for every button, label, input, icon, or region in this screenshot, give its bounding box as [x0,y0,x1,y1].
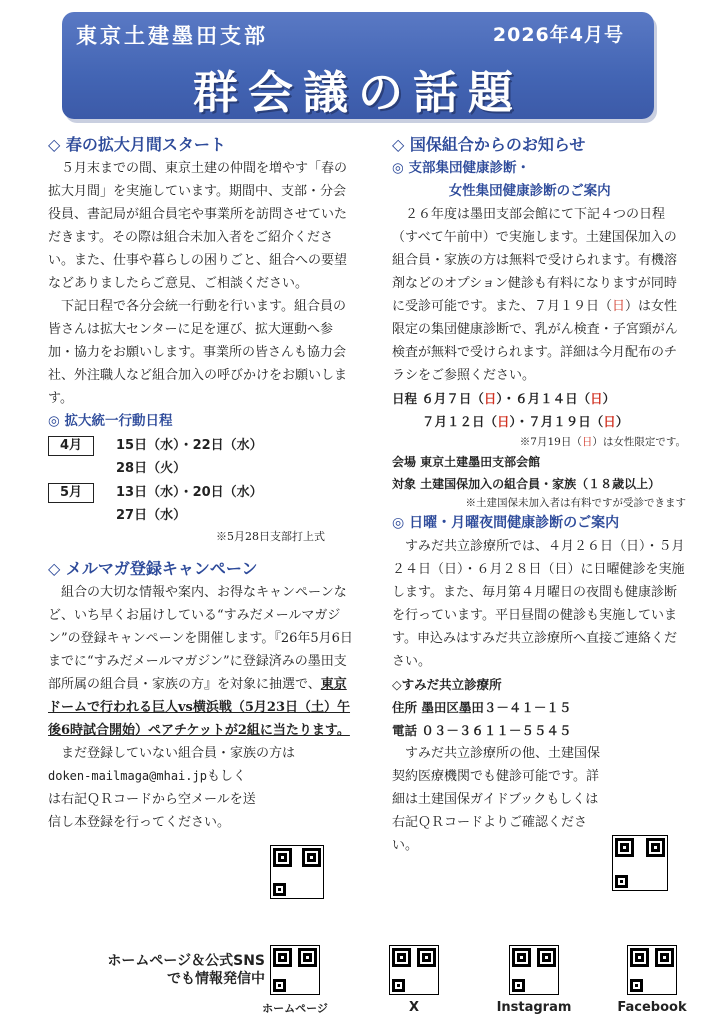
sns-note: ホームページ＆公式SNS でも情報発信中 [107,953,265,987]
issue-date: 2026年4月号 [492,24,624,46]
right-column [392,133,686,857]
paragraph: ２６年度は墨田支部会館にて下記４つの日程（すべて午前中）で実施します。土建国保加入の組合員・家族の方は無料で受けられます。有機溶剤などのオプション健診も有料になりますが同時に受診可能です。また、７月１９日（日）は女性限定の集団健康診断で、乳がん検査・子宮頸がん検査が無料で受けられます。詳細は今月配布のチラシをご参照ください。 [392,207,678,383]
x-link[interactable] [364,945,464,1015]
month-label-april: 4月 [48,436,94,456]
x-qr-code[interactable] [389,945,439,995]
paragraph: 組合の大切な情報や案内、お得なキャンペーンなど、いち早くお届けしている“すみだメールマガジン”の登録キャンペーンを開催します。『26年5月6日までに“すみだメールマガジン”に登録済みの墨田支部所属の組合員・家族の方』を対象に抽選で、東京ドームで行われる巨人vs横浜戦（5月23日（土）午後6時試合開始）ペアチケットが2組に当たります。 [48,585,353,738]
homepage-link[interactable] [245,945,345,1016]
facebook-qr-code[interactable] [627,945,677,995]
paragraph: ５月末までの間、東京土建の仲間を増やす「春の拡大月間」を実施しています。期間中、支部・分会役員、書記局が組合員宅や事業所を訪問させていただきます。その際は組合未加入者をご紹介ください。また、仕事や暮らしの困りごと、組合への要望などありましたらご意見、ご相談ください。 [48,161,348,291]
paragraph: 下記日程で各分会統一行動を行います。組合員の皆さんは拡大センターに足を運び、拡大運動へ参加・協力をお願いします。事業所の皆さんも協力会社、外注職人など組合加入の呼びかけをお願いします。 [48,299,348,406]
homepage-qr-code[interactable] [270,945,320,995]
footer-sns [0,940,725,1024]
prize-highlight: 東京ドームで行われる巨人vs横浜戦（5月23日（土）午後6時試合開始）ペアチケットが2組に当たります。 [48,677,351,738]
facebook-label: Facebook [617,1000,687,1015]
facebook-link[interactable] [602,945,702,1015]
paragraph: すみだ共立診療所の他、土建国保契約医療機関でも健診可能です。詳細は土建国保ガイドブックもしくは右記ＱＲコードよりご確認ください。 [392,746,601,853]
instagram-label: Instagram [496,1000,572,1015]
subheading-schedule: ◎ 拡大統一行動日程 [48,413,173,429]
newsletter-title: 群会議の話題 [192,66,523,119]
clinic-address: 住所 墨田区墨田３－４１－１５ [392,700,572,715]
checkup-dates: 日程 ６月７日（日）・６月１４日（日） [392,391,616,406]
subheading-checkup-2: 女性集団健康診断のご案内 [448,183,611,199]
email-address[interactable]: doken-mailmaga@mhai.jp [48,769,207,783]
section-heading-mailmag: ◇ メルマガ登録キャンペーン [48,559,258,578]
venue: 会場 東京土建墨田支部会館 [392,455,541,469]
checkup-dates: ７月１２日（日）・７月１９日（日） [422,414,629,429]
paragraph: すみだ共立診療所では、４月２６日（日）・５月２４日（日）・６月２８日（日）に日曜健診を実施します。また、毎月第４月曜日の夜間も健康診断を行っています。平日昼間の健診も実施しています。申込みはすみだ共立診療所へ直接ご連絡ください。 [392,539,685,669]
guidebook-qr-code[interactable] [612,835,668,891]
schedule-april [48,434,353,480]
instagram-link[interactable] [484,945,584,1015]
masthead-banner [62,12,654,119]
target: 対象 土建国保加入の組合員・家族（１８歳以上） [392,477,661,491]
section-heading-spring-campaign: ◇ 春の拡大月間スタート [48,135,226,154]
schedule-dates: 27日（水） [116,508,187,523]
x-label: X [408,1000,420,1015]
schedule-dates: 13日（水）・20日（水） [116,485,263,500]
paragraph-email: doken-mailmaga@mhai.jpもしくは右記ＱＲコードから空メールを送信し本登録を行ってください。 [48,769,256,830]
branch-name: 東京土建墨田支部 [76,24,268,48]
schedule-may [48,481,353,527]
homepage-label: ホームページ [262,1002,328,1015]
instagram-qr-code[interactable] [509,945,559,995]
schedule-dates: 15日（水）・22日（水） [116,438,263,453]
mailmag-qr-code[interactable] [270,845,324,899]
paragraph: まだ登録していない組合員・家族の方は [61,746,296,761]
schedule-dates: 28日（火） [116,461,187,476]
clinic-name: ◇すみだ共立診療所 [392,677,502,692]
section-heading-night-checkup: ◎ 日曜・月曜夜間健康診断のご案内 [392,515,620,531]
target-note: ※土建国保未加入者は有料ですが受診できます [465,497,686,509]
month-label-may: 5月 [48,483,94,503]
section-heading-kokuho: ◇ 国保組合からのお知らせ [392,135,586,154]
clinic-phone: 電話 ０３－３６１１－５５４５ [392,723,572,738]
schedule-note: ※5月28日支部打上式 [216,530,325,543]
left-column [48,133,353,834]
women-only-note: ※7月19日（日）は女性限定です。 [519,436,686,448]
subheading-checkup: ◎ 支部集団健康診断・ [392,160,530,176]
